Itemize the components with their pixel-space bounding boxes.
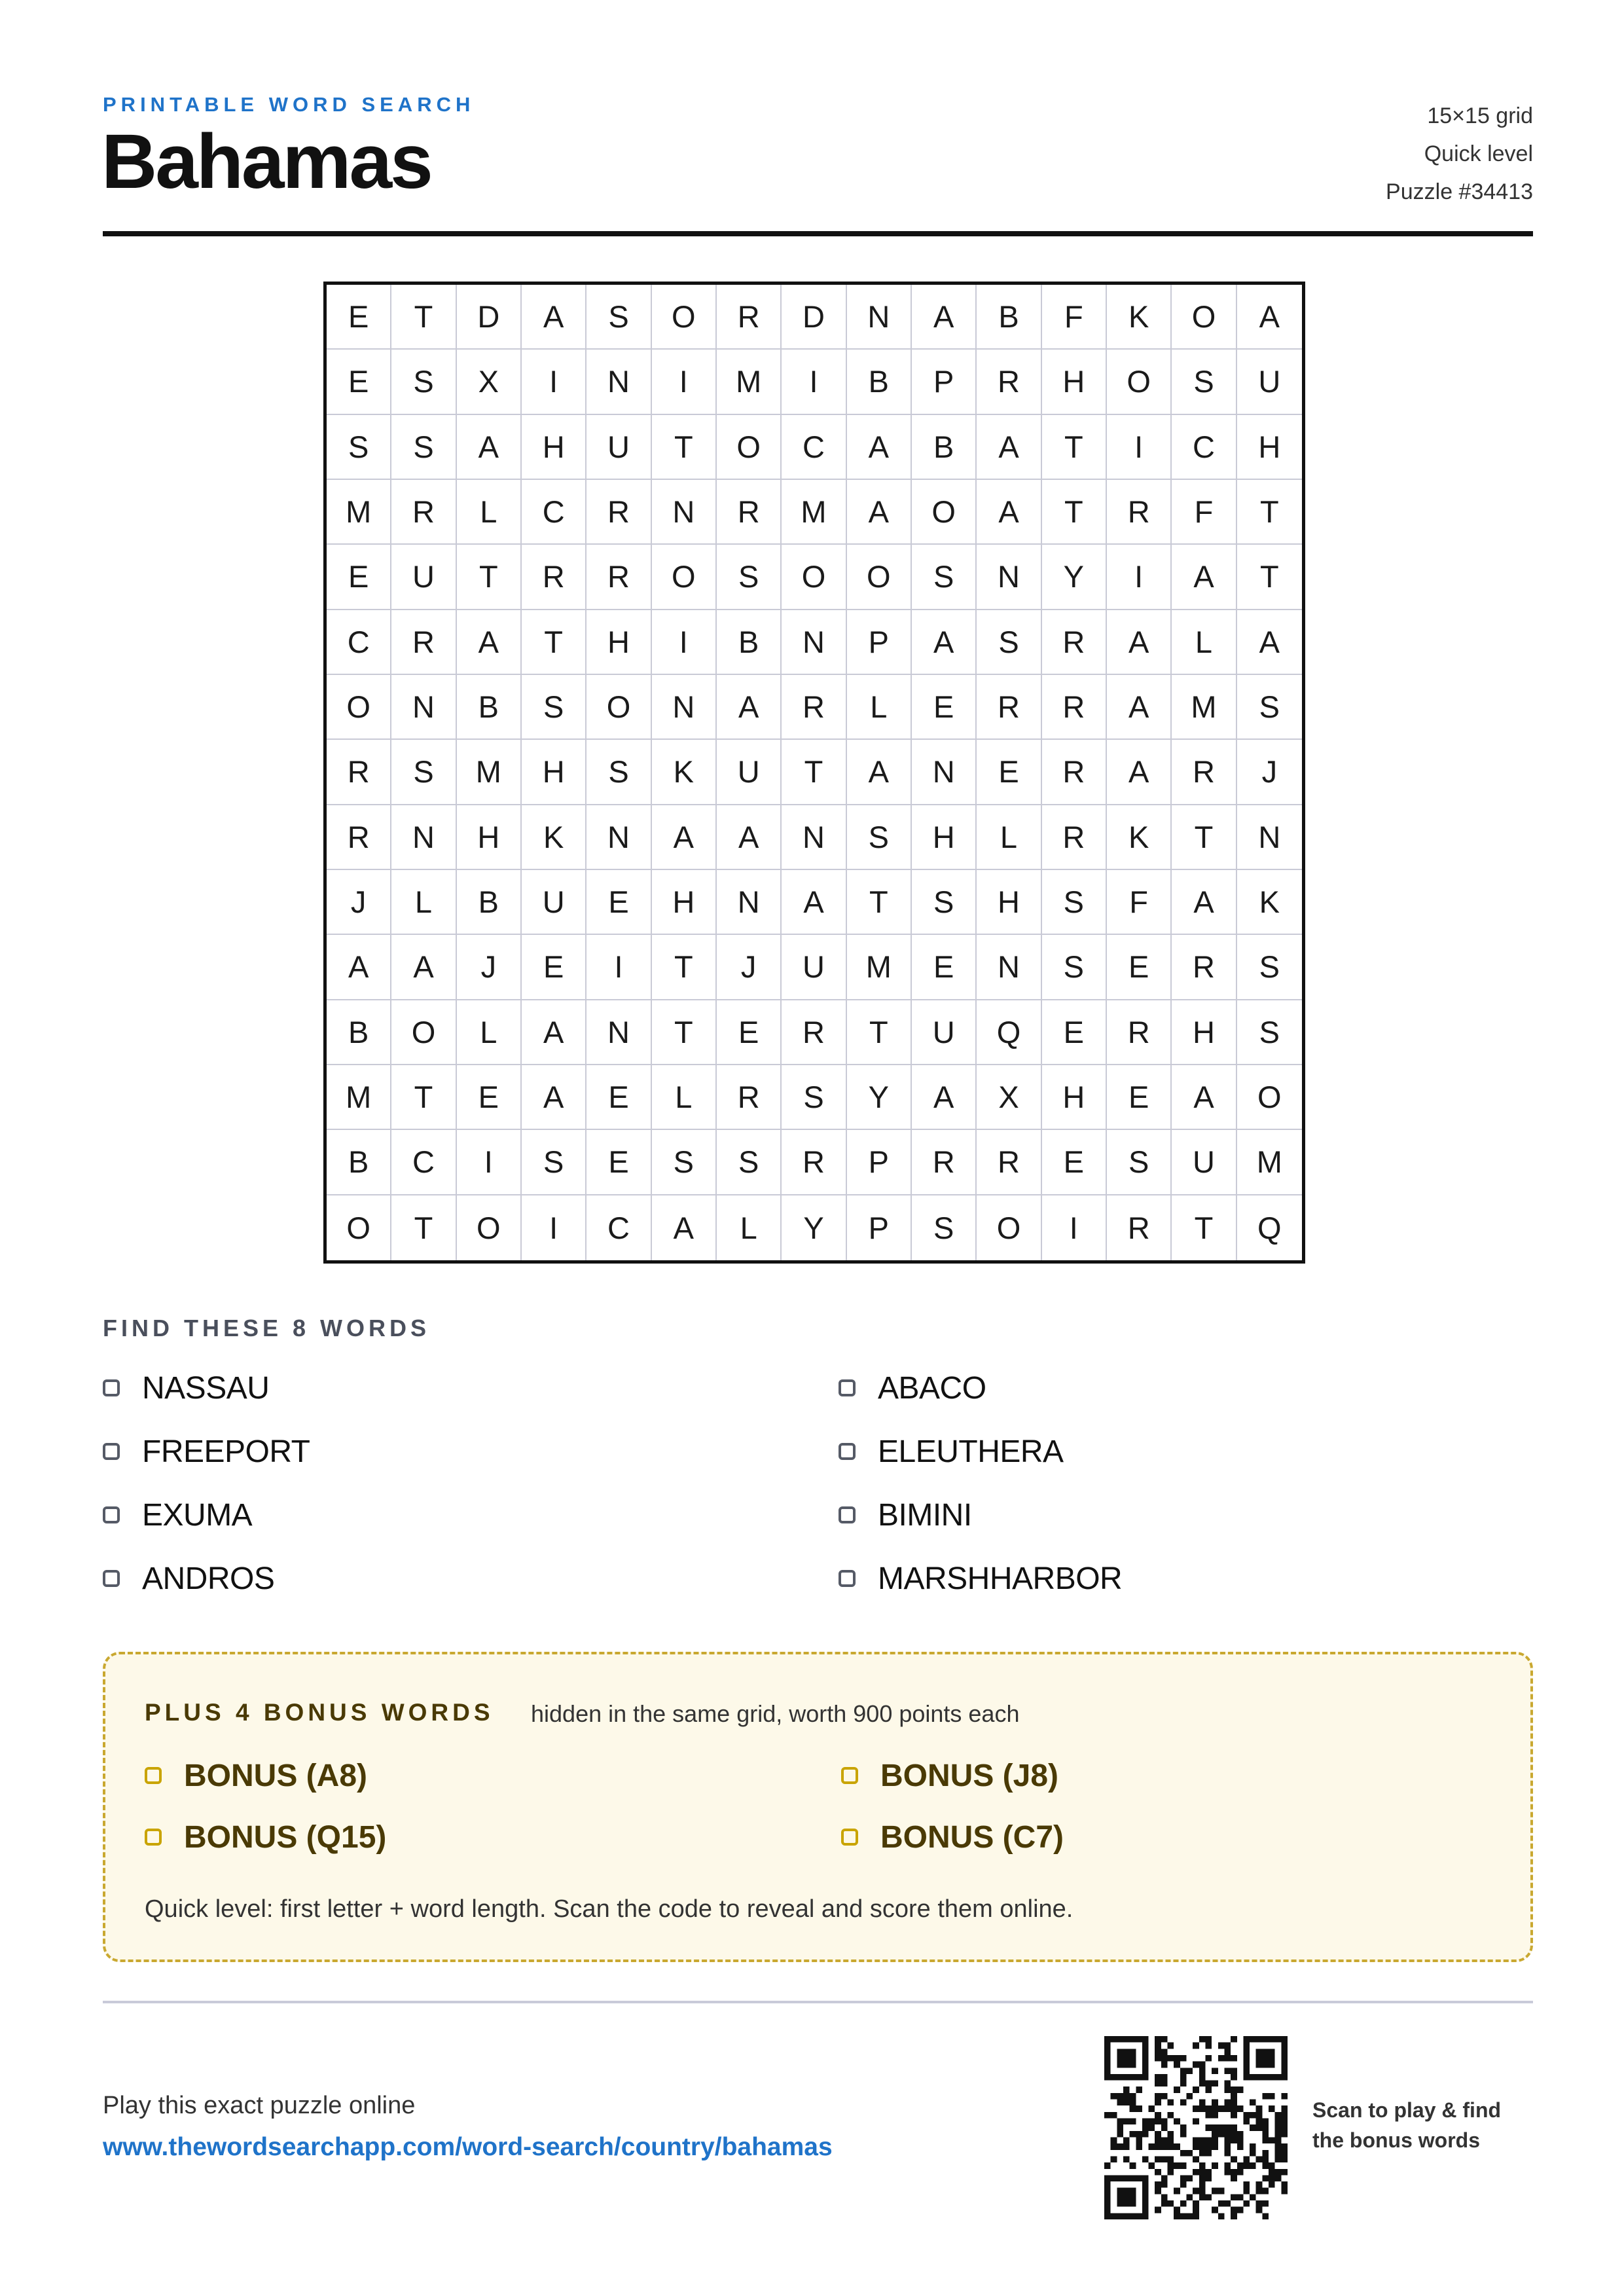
grid-cell[interactable]: N [717, 870, 782, 935]
checkbox-icon[interactable] [841, 1829, 858, 1846]
grid-cell[interactable]: S [847, 805, 912, 870]
grid-cell[interactable]: L [457, 480, 522, 545]
grid-cell[interactable]: O [717, 415, 782, 480]
grid-cell[interactable]: O [782, 545, 846, 610]
grid-cell[interactable]: R [782, 675, 846, 740]
grid-cell[interactable]: B [912, 415, 977, 480]
checkbox-icon[interactable] [841, 1767, 858, 1784]
grid-cell[interactable]: B [977, 285, 1041, 350]
grid-cell[interactable]: T [1042, 480, 1107, 545]
grid-cell[interactable]: B [847, 350, 912, 414]
word-item[interactable] [103, 1556, 274, 1601]
page-title: Bahamas [101, 118, 431, 205]
grid-cell[interactable]: T [1172, 805, 1236, 870]
grid-cell[interactable]: L [977, 805, 1041, 870]
grid-cell[interactable]: L [847, 675, 912, 740]
grid-cell[interactable]: N [847, 285, 912, 350]
grid-cell[interactable]: A [717, 805, 782, 870]
word-item[interactable] [839, 1492, 972, 1538]
grid-cell[interactable]: S [1042, 870, 1107, 935]
bonus-heading: PLUS 4 BONUS WORDS [145, 1699, 494, 1726]
bonus-label: BONUS (A8) [184, 1758, 368, 1793]
grid-cell[interactable]: A [652, 1195, 717, 1260]
grid-cell[interactable]: R [782, 1000, 846, 1065]
grid-cell[interactable]: M [457, 740, 522, 805]
grid-cell[interactable]: O [652, 285, 717, 350]
grid-cell[interactable]: O [1107, 350, 1172, 414]
eyebrow-label: PRINTABLE WORD SEARCH [103, 93, 475, 116]
grid-cell[interactable]: T [391, 1065, 456, 1130]
grid-cell[interactable]: I [652, 350, 717, 414]
grid-cell[interactable]: J [717, 935, 782, 1000]
grid-cell[interactable]: X [977, 1065, 1041, 1130]
grid-cell[interactable]: T [522, 610, 586, 675]
grid-cell[interactable]: T [457, 545, 522, 610]
grid-cell[interactable]: N [652, 675, 717, 740]
grid-cell[interactable]: A [1237, 285, 1302, 350]
grid-cell[interactable]: A [977, 480, 1041, 545]
grid-cell[interactable]: N [586, 1000, 651, 1065]
puzzle-url-link[interactable]: www.thewordsearchapp.com/word-search/country/bahamas [103, 2133, 833, 2161]
grid-cell[interactable]: S [391, 350, 456, 414]
grid-cell[interactable]: N [586, 350, 651, 414]
grid-cell[interactable]: Y [1042, 545, 1107, 610]
checkbox-icon[interactable] [839, 1443, 856, 1460]
grid-cell[interactable]: S [912, 870, 977, 935]
grid-cell[interactable]: N [977, 935, 1041, 1000]
grid-cell[interactable]: B [717, 610, 782, 675]
grid-cell[interactable]: H [1042, 350, 1107, 414]
grid-cell[interactable]: I [1107, 545, 1172, 610]
grid-cell[interactable]: P [912, 350, 977, 414]
bonus-label: BONUS (Q15) [184, 1819, 387, 1855]
grid-cell[interactable]: M [847, 935, 912, 1000]
grid-cell[interactable]: R [327, 805, 391, 870]
qr-code-icon[interactable] [1104, 2036, 1288, 2219]
grid-cell[interactable]: T [847, 870, 912, 935]
grid-cell[interactable]: R [1042, 805, 1107, 870]
grid-cell[interactable]: T [652, 1000, 717, 1065]
grid-cell[interactable]: H [522, 415, 586, 480]
grid-cell[interactable]: A [1237, 610, 1302, 675]
grid-cell[interactable]: Q [1257, 1210, 1282, 1245]
grid-cell[interactable]: T [782, 740, 846, 805]
header-rule [103, 231, 1533, 236]
grid-cell[interactable]: D [782, 285, 846, 350]
grid-cell[interactable]: H [1237, 415, 1302, 480]
checkbox-icon[interactable] [145, 1829, 162, 1846]
grid-cell[interactable]: H [586, 610, 651, 675]
grid-cell[interactable]: R [1107, 480, 1172, 545]
grid-cell[interactable]: A [1107, 610, 1172, 675]
word-item[interactable] [839, 1365, 986, 1411]
grid-cell[interactable]: I [586, 935, 651, 1000]
grid-cell[interactable]: A [652, 805, 717, 870]
grid-cell[interactable]: A [912, 610, 977, 675]
grid-cell[interactable]: F [1042, 285, 1107, 350]
grid-cell[interactable]: R [1172, 740, 1236, 805]
grid-cell[interactable]: U [1237, 350, 1302, 414]
grid-cell[interactable]: J [457, 935, 522, 1000]
bonus-note: Quick level: first letter + word length. Scan the code to reveal and score them online. [145, 1895, 1074, 1923]
grid-cell[interactable]: O [652, 545, 717, 610]
grid-cell[interactable]: S [586, 740, 651, 805]
grid-cell[interactable]: M [782, 480, 846, 545]
grid-cell[interactable]: A [1172, 870, 1236, 935]
grid-cell[interactable]: C [327, 610, 391, 675]
grid-cell[interactable]: R [977, 1130, 1041, 1195]
grid-cell[interactable]: I [522, 350, 586, 414]
grid-cell[interactable]: L [1172, 610, 1236, 675]
grid-cell[interactable]: R [391, 610, 456, 675]
grid-cell[interactable]: E [1042, 1130, 1107, 1195]
word-label: ELEUTHERA [878, 1434, 1064, 1469]
grid-cell[interactable]: A [391, 935, 456, 1000]
grid-cell[interactable]: H [912, 805, 977, 870]
grid-cell[interactable]: S [912, 1195, 977, 1260]
word-item[interactable] [103, 1492, 252, 1538]
grid-cell[interactable]: J [1237, 740, 1302, 805]
play-online-text: Play this exact puzzle online [103, 2092, 416, 2119]
grid-cell[interactable]: A [1107, 740, 1172, 805]
grid-cell[interactable]: R [717, 480, 782, 545]
grid-cell[interactable]: O [847, 545, 912, 610]
grid-cell[interactable]: N [586, 805, 651, 870]
grid-cell[interactable]: E [1107, 935, 1172, 1000]
grid-cell[interactable]: B [457, 675, 522, 740]
grid-cell[interactable]: N [782, 805, 846, 870]
grid-cell[interactable]: K [522, 805, 586, 870]
checkbox-icon[interactable] [103, 1570, 120, 1587]
grid-cell[interactable]: A [457, 415, 522, 480]
grid-cell[interactable]: S [391, 740, 456, 805]
grid-cell[interactable]: Y [782, 1195, 846, 1260]
letter-grid[interactable] [323, 282, 1305, 1264]
grid-cell[interactable]: C [586, 1195, 651, 1260]
scan-line: the bonus words [1312, 2128, 1480, 2152]
grid-cell[interactable]: U [717, 740, 782, 805]
grid-cell[interactable]: R [717, 1065, 782, 1130]
grid-cell[interactable]: E [1042, 1000, 1107, 1065]
grid-cell[interactable]: P [847, 610, 912, 675]
grid-cell[interactable]: U [586, 415, 651, 480]
grid-cell[interactable]: S [717, 1130, 782, 1195]
grid-cell[interactable]: R [717, 285, 782, 350]
grid-cell[interactable]: C [522, 480, 586, 545]
grid-cell[interactable]: O [391, 1000, 456, 1065]
bonus-subheading: hidden in the same grid, worth 900 points each [531, 1700, 1020, 1727]
grid-cell[interactable]: I [522, 1195, 586, 1260]
word-label: NASSAU [142, 1370, 270, 1406]
grid-cell[interactable]: B [457, 870, 522, 935]
grid-cell[interactable]: T [1172, 1195, 1236, 1260]
grid-cell[interactable]: H [522, 740, 586, 805]
grid-cell[interactable]: S [717, 545, 782, 610]
grid-cell[interactable]: S [977, 610, 1041, 675]
grid-cell[interactable]: T [1237, 480, 1302, 545]
grid-cell[interactable]: O [977, 1195, 1041, 1260]
grid-cell[interactable]: R [1107, 1195, 1172, 1260]
grid-cell[interactable]: R [1042, 675, 1107, 740]
grid-cell[interactable]: E [522, 935, 586, 1000]
grid-cell[interactable]: D [457, 285, 522, 350]
grid-cell[interactable]: L [391, 870, 456, 935]
bonus-item[interactable] [841, 1814, 1064, 1860]
grid-cell[interactable]: U [782, 935, 846, 1000]
grid-cell[interactable]: S [1172, 350, 1236, 414]
grid-cell[interactable]: I [1042, 1195, 1107, 1260]
grid-cell[interactable]: M [1237, 1130, 1302, 1195]
grid-cell[interactable]: S [912, 545, 977, 610]
grid-cell[interactable]: C [1172, 415, 1236, 480]
grid-cell[interactable]: N [652, 480, 717, 545]
grid-cell[interactable]: F [1172, 480, 1236, 545]
grid-cell[interactable]: K [1107, 285, 1172, 350]
word-label: ANDROS [142, 1561, 275, 1596]
word-label: EXUMA [142, 1497, 253, 1533]
checkbox-icon[interactable] [839, 1570, 856, 1587]
grid-cell[interactable]: A [912, 1065, 977, 1130]
grid-cell[interactable]: M [327, 1065, 391, 1130]
grid-cell[interactable]: M [717, 350, 782, 414]
grid-cell[interactable]: L [457, 1000, 522, 1065]
grid-cell[interactable]: A [1172, 1065, 1236, 1130]
grid-cell[interactable]: E [586, 1130, 651, 1195]
grid-cell[interactable]: R [1042, 610, 1107, 675]
puzzle-meta [1386, 97, 1533, 211]
find-words-heading: FIND THESE 8 WORDS [103, 1315, 431, 1341]
grid-cell[interactable]: B [327, 1130, 391, 1195]
word-list [103, 1365, 1533, 1620]
grid-cell[interactable]: A [847, 740, 912, 805]
grid-cell[interactable]: R [1172, 935, 1236, 1000]
checkbox-icon[interactable] [103, 1379, 120, 1396]
grid-cell[interactable]: R [522, 545, 586, 610]
grid-cell[interactable]: N [1237, 805, 1302, 870]
bonus-panel [103, 1652, 1533, 1962]
grid-size: 15×15 grid [1427, 103, 1533, 128]
grid-cell[interactable]: T [391, 1195, 456, 1260]
grid-cell[interactable]: S [1237, 935, 1302, 1000]
grid-cell[interactable]: C [391, 1130, 456, 1195]
grid-cell[interactable]: S [522, 675, 586, 740]
grid-cell[interactable]: A [457, 610, 522, 675]
grid-cell[interactable]: F [1107, 870, 1172, 935]
grid-cell[interactable]: R [586, 545, 651, 610]
grid-cell[interactable]: T [652, 935, 717, 1000]
word-label: FREEPORT [142, 1434, 310, 1469]
grid-cell[interactable]: J [327, 870, 391, 935]
grid-cell[interactable]: O [327, 675, 391, 740]
grid-cell[interactable]: N [782, 610, 846, 675]
grid-cell[interactable]: N [977, 545, 1041, 610]
grid-cell[interactable]: H [652, 870, 717, 935]
grid-cell[interactable]: E [717, 1000, 782, 1065]
grid-cell[interactable]: A [522, 1000, 586, 1065]
grid-cell[interactable]: P [847, 1130, 912, 1195]
grid-cell[interactable]: R [912, 1130, 977, 1195]
grid-cell[interactable]: A [522, 1065, 586, 1130]
grid-cell[interactable]: S [327, 415, 391, 480]
grid-cell[interactable]: K [1237, 870, 1302, 935]
grid-cell[interactable]: E [457, 1065, 522, 1130]
grid-cell[interactable]: U [522, 870, 586, 935]
grid-cell[interactable]: A [782, 870, 846, 935]
grid-cell[interactable]: T [847, 1000, 912, 1065]
grid-cell[interactable]: N [912, 740, 977, 805]
grid-cell[interactable]: R [327, 740, 391, 805]
grid-cell[interactable]: O [586, 675, 651, 740]
footer-rule [103, 2001, 1533, 2003]
grid-cell[interactable]: Y [847, 1065, 912, 1130]
grid-cell[interactable]: S [1237, 1000, 1302, 1065]
grid-cell[interactable]: E [586, 1065, 651, 1130]
checkbox-icon[interactable] [103, 1443, 120, 1460]
word-label: MARSHHARBOR [878, 1561, 1123, 1596]
grid-cell[interactable]: A [977, 415, 1041, 480]
word-item[interactable] [839, 1429, 1064, 1474]
grid-cell[interactable]: C [782, 415, 846, 480]
grid-cell[interactable]: T [391, 285, 456, 350]
grid-cell[interactable]: S [522, 1130, 586, 1195]
grid-cell[interactable]: U [391, 545, 456, 610]
grid-cell[interactable]: L [717, 1195, 782, 1260]
grid-cell[interactable]: I [1107, 415, 1172, 480]
grid-cell[interactable]: E [912, 935, 977, 1000]
grid-cell[interactable]: I [652, 610, 717, 675]
bonus-label: BONUS (C7) [880, 1819, 1064, 1855]
grid-cell[interactable]: E [327, 285, 391, 350]
grid-cell[interactable]: S [586, 285, 651, 350]
grid-cell[interactable]: O [912, 480, 977, 545]
grid-cell[interactable]: R [782, 1130, 846, 1195]
grid-cell[interactable]: K [1107, 805, 1172, 870]
grid-cell[interactable]: S [1042, 935, 1107, 1000]
grid-cell[interactable]: L [652, 1065, 717, 1130]
checkbox-icon[interactable] [839, 1379, 856, 1396]
grid-cell[interactable]: O [457, 1195, 522, 1260]
grid-cell[interactable]: I [457, 1130, 522, 1195]
grid-cell[interactable]: R [977, 350, 1041, 414]
grid-cell[interactable]: Q [977, 1000, 1041, 1065]
grid-cell[interactable]: H [457, 805, 522, 870]
grid-cell[interactable]: I [782, 350, 846, 414]
grid-cell[interactable]: E [977, 740, 1041, 805]
word-item[interactable] [103, 1429, 310, 1474]
grid-cell[interactable]: R [977, 675, 1041, 740]
grid-cell[interactable]: S [1107, 1130, 1172, 1195]
grid-cell[interactable]: P [847, 1195, 912, 1260]
bonus-item[interactable] [145, 1753, 367, 1798]
grid-cell[interactable]: X [457, 350, 522, 414]
grid-cell[interactable]: E [1107, 1065, 1172, 1130]
difficulty-level: Quick level [1424, 141, 1533, 166]
checkbox-icon[interactable] [839, 1506, 856, 1523]
checkbox-icon[interactable] [103, 1506, 120, 1523]
grid-cell[interactable]: S [1237, 675, 1302, 740]
grid-cell[interactable]: O [327, 1195, 391, 1260]
grid-cell[interactable]: E [912, 675, 977, 740]
grid-cell[interactable]: A [1107, 675, 1172, 740]
bonus-label: BONUS (J8) [880, 1758, 1059, 1793]
grid-cell[interactable]: A [1172, 545, 1236, 610]
grid-cell[interactable]: A [522, 285, 586, 350]
grid-cell[interactable]: S [391, 415, 456, 480]
scan-caption [1312, 2095, 1501, 2155]
grid-cell[interactable]: K [652, 740, 717, 805]
word-label: BIMINI [878, 1497, 972, 1533]
grid-cell[interactable]: R [1107, 1000, 1172, 1065]
grid-cell[interactable]: S [652, 1130, 717, 1195]
scan-line: Scan to play & find [1312, 2098, 1502, 2122]
grid-cell[interactable]: O [1172, 285, 1236, 350]
grid-cell[interactable]: A [327, 935, 391, 1000]
puzzle-number: Puzzle #34413 [1386, 179, 1533, 204]
grid-cell[interactable]: E [327, 545, 391, 610]
grid-cell[interactable]: U [912, 1000, 977, 1065]
grid-cell[interactable]: M [327, 480, 391, 545]
word-label: ABACO [878, 1370, 986, 1406]
checkbox-icon[interactable] [145, 1767, 162, 1784]
grid-cell[interactable]: B [327, 1000, 391, 1065]
bonus-item[interactable] [145, 1814, 386, 1860]
grid-cell[interactable]: U [1172, 1130, 1236, 1195]
grid-cell[interactable]: R [391, 480, 456, 545]
grid-cell[interactable]: H [1172, 1000, 1236, 1065]
grid-cell[interactable]: M [1172, 675, 1236, 740]
word-item[interactable] [103, 1365, 269, 1411]
grid-cell[interactable]: R [586, 480, 651, 545]
grid-cell[interactable]: E [586, 870, 651, 935]
bonus-item[interactable] [841, 1753, 1058, 1798]
grid-cell[interactable]: E [327, 350, 391, 414]
word-item[interactable] [839, 1556, 1122, 1601]
grid-cell[interactable]: A [717, 675, 782, 740]
grid-cell[interactable]: N [391, 805, 456, 870]
grid-cell[interactable]: H [977, 870, 1041, 935]
grid-cell[interactable]: A [847, 480, 912, 545]
grid-cell[interactable]: A [912, 285, 977, 350]
grid-cell[interactable]: T [1042, 415, 1107, 480]
grid-cell[interactable]: T [1237, 545, 1302, 610]
grid-cell[interactable]: O [1237, 1065, 1302, 1130]
grid-cell[interactable]: A [847, 415, 912, 480]
grid-cell[interactable]: N [391, 675, 456, 740]
grid-cell[interactable]: T [652, 415, 717, 480]
grid-cell[interactable]: R [1042, 740, 1107, 805]
grid-cell[interactable]: S [782, 1065, 846, 1130]
grid-cell[interactable]: H [1042, 1065, 1107, 1130]
